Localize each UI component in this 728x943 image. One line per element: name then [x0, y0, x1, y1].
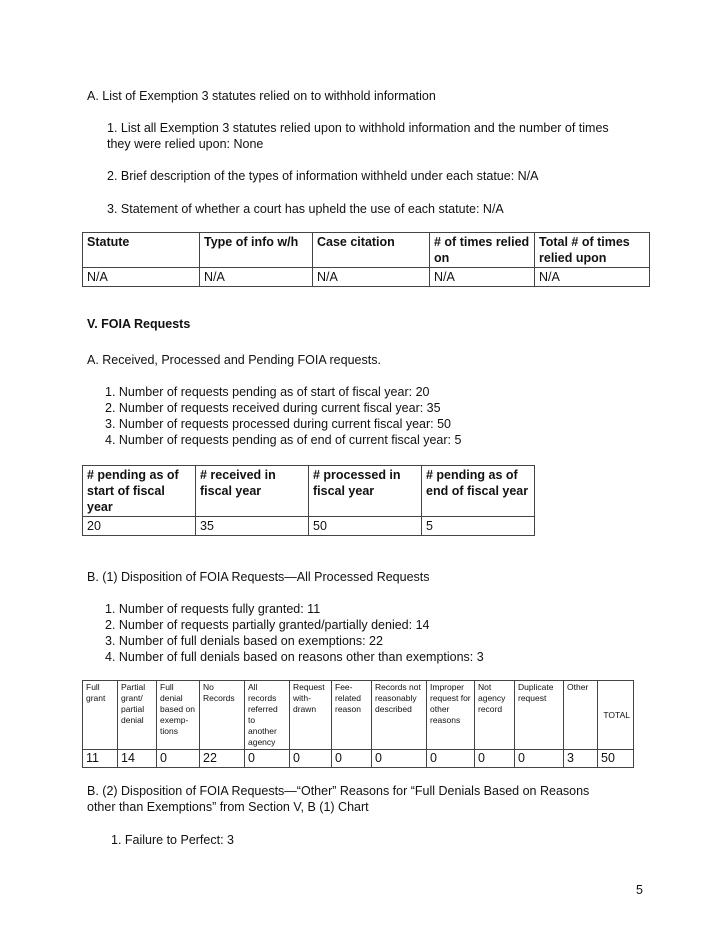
table-cell: N/A	[430, 268, 535, 287]
exemption3-table	[82, 232, 650, 287]
table-cell: N/A	[535, 268, 650, 287]
list-item: 3. Number of requests processed during current fiscal year: 50	[105, 417, 452, 431]
table-header-cell: Type of info w/h	[200, 233, 313, 268]
table-header-cell: Not agency record	[475, 681, 515, 750]
table-cell: 0	[290, 750, 332, 768]
table-header-cell: Statute	[83, 233, 200, 268]
table-header-cell: # of times relied on	[430, 233, 535, 268]
table-header-cell: Full grant	[83, 681, 118, 750]
table-header-row	[83, 466, 535, 517]
table-cell: 0	[245, 750, 290, 768]
table-header-cell: Partial grant/ partial denial	[118, 681, 157, 750]
exemption3-item-2: 2. Brief description of the types of information withheld under each statue: N/A	[107, 169, 539, 183]
list-item: 3. Number of full denials based on exemptions: 22	[105, 634, 383, 648]
table-header-cell: Duplicate request	[515, 681, 564, 750]
table-header-cell: # pending as of start of fiscal year	[83, 466, 196, 517]
exemption3-item-1-line1: 1. List all Exemption 3 statutes relied upon to withhold information and the number of times	[107, 121, 609, 135]
other-reasons-heading-line1: B. (2) Disposition of FOIA Requests—“Other” Reasons for “Full Denials Based on Reasons	[87, 784, 590, 798]
other-reasons-heading-line2: other than Exemptions” from Section V, B (1) Chart	[87, 800, 369, 814]
list-item: 2. Number of requests received during current fiscal year: 35	[105, 401, 441, 415]
failure-to-perfect-item: 1. Failure to Perfect: 3	[111, 833, 234, 847]
table-cell: N/A	[83, 268, 200, 287]
table-cell: 22	[200, 750, 245, 768]
requests-table	[82, 465, 535, 536]
table-header-cell: Full denial based on exemp-tions	[157, 681, 200, 750]
table-header-cell: Fee-related reason	[332, 681, 372, 750]
table-header-cell: Other	[564, 681, 598, 750]
list-item: 1. Number of requests fully granted: 11	[105, 602, 321, 616]
table-cell: N/A	[200, 268, 313, 287]
list-item: 4. Number of requests pending as of end of current fiscal year: 5	[105, 433, 462, 447]
table-cell: 50	[309, 517, 422, 536]
table-header-cell: TOTAL	[598, 681, 634, 750]
table-header-cell: Case citation	[313, 233, 430, 268]
table-header-cell: # processed in fiscal year	[309, 466, 422, 517]
table-cell: 0	[515, 750, 564, 768]
table-header-cell: All records referred to another agency	[245, 681, 290, 750]
disposition-heading: B. (1) Disposition of FOIA Requests—All Processed Requests	[87, 570, 430, 584]
table-cell: 3	[564, 750, 598, 768]
table-header-cell: # pending as of end of fiscal year	[422, 466, 535, 517]
table-header-cell: No Records	[200, 681, 245, 750]
table-cell: 35	[196, 517, 309, 536]
table-header-row	[83, 681, 634, 750]
table-cell: 11	[83, 750, 118, 768]
table-header-cell: Improper request for other reasons	[427, 681, 475, 750]
exemption3-item-3: 3. Statement of whether a court has upheld the use of each statute: N/A	[107, 202, 504, 216]
table-cell: 0	[475, 750, 515, 768]
disposition-table	[82, 680, 634, 768]
table-header-cell: Records not reasonably described	[372, 681, 427, 750]
table-header-cell: Request with-drawn	[290, 681, 332, 750]
table-header-cell: Total # of times relied upon	[535, 233, 650, 268]
table-row	[83, 517, 535, 536]
table-cell: 0	[332, 750, 372, 768]
table-cell: 0	[157, 750, 200, 768]
list-item: 4. Number of full denials based on reasons other than exemptions: 3	[105, 650, 484, 664]
table-row	[83, 268, 650, 287]
table-cell: 0	[427, 750, 475, 768]
table-cell: 5	[422, 517, 535, 536]
disposition-list	[105, 601, 484, 665]
table-cell: N/A	[313, 268, 430, 287]
table-cell: 14	[118, 750, 157, 768]
foia-requests-heading: V. FOIA Requests	[87, 317, 191, 331]
requests-list	[105, 384, 461, 448]
exemption3-item-1-line2: they were relied upon: None	[107, 137, 264, 151]
page-number: 5	[636, 883, 643, 897]
table-cell: 50	[598, 750, 634, 768]
table-cell: 20	[83, 517, 196, 536]
table-cell: 0	[372, 750, 427, 768]
table-header-cell: # received in fiscal year	[196, 466, 309, 517]
table-header-row	[83, 233, 650, 268]
list-item: 2. Number of requests partially granted/partially denied: 14	[105, 618, 430, 632]
table-row	[83, 750, 634, 768]
received-processed-heading: A. Received, Processed and Pending FOIA requests.	[87, 353, 381, 367]
list-item: 1. Number of requests pending as of start of fiscal year: 20	[105, 385, 430, 399]
exemption3-heading: A. List of Exemption 3 statutes relied on to withhold information	[87, 89, 436, 103]
